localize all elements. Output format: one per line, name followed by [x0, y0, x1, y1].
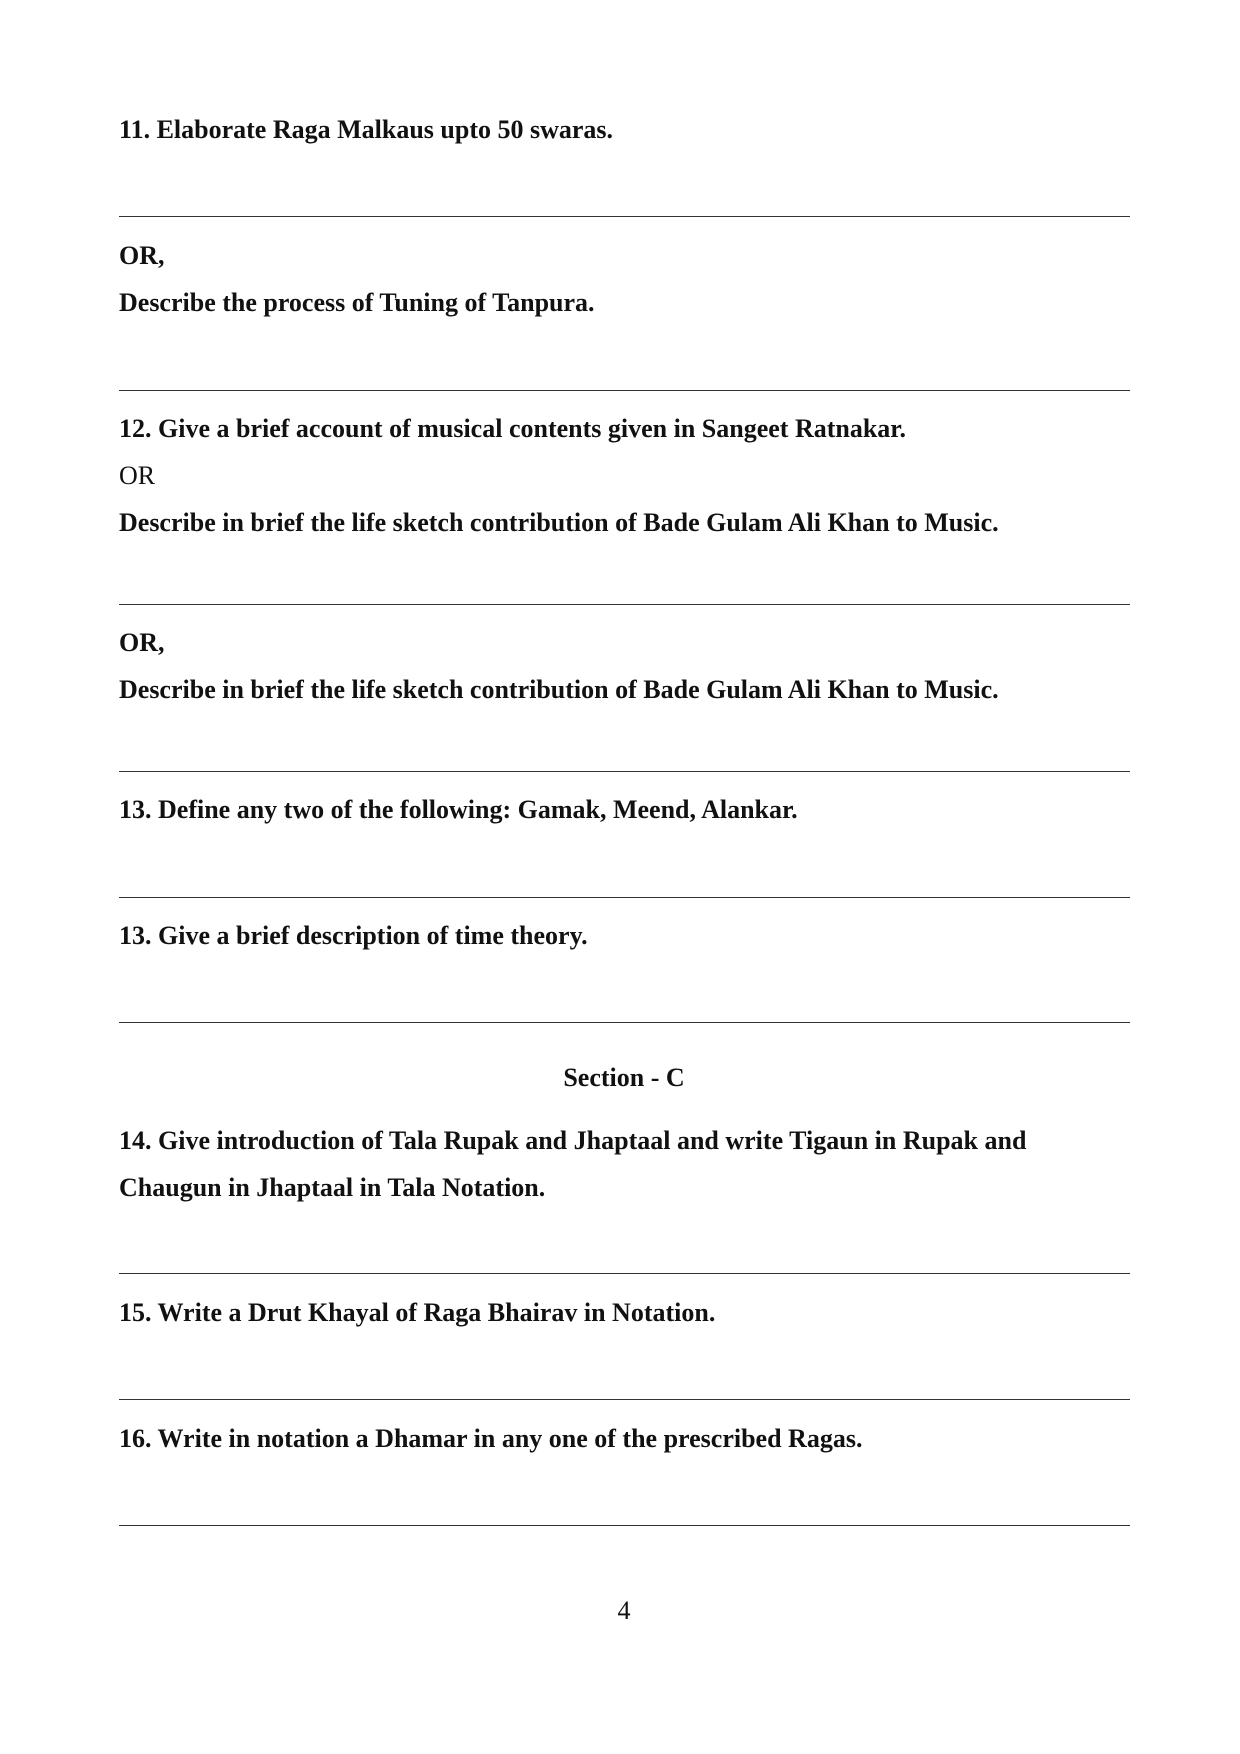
- divider: [119, 897, 1130, 898]
- question-12-alternative-2: Describe in brief the life sketch contribution of Bade Gulam Ali Khan to Music.: [119, 675, 999, 704]
- question-16: 16. Write in notation a Dhamar in any one of the prescribed Ragas.: [119, 1424, 863, 1453]
- question-12-alternative: Describe in brief the life sketch contribution of Bade Gulam Ali Khan to Music.: [119, 508, 999, 537]
- question-13a: 13. Define any two of the following: Gamak, Meend, Alankar.: [119, 795, 798, 824]
- question-13b: 13. Give a brief description of time theory.: [119, 921, 588, 950]
- question-12: 12. Give a brief account of musical contents given in Sangeet Ratnakar.: [119, 414, 906, 443]
- divider: [119, 604, 1130, 605]
- divider: [119, 216, 1130, 217]
- section-heading: Section - C: [563, 1063, 685, 1092]
- question-14-line-2: Chaugun in Jhaptaal in Tala Notation.: [119, 1173, 546, 1202]
- or-label: OR,: [119, 628, 165, 657]
- divider: [119, 1399, 1130, 1400]
- divider: [119, 1022, 1130, 1023]
- or-label: OR: [119, 461, 156, 490]
- page-number: 4: [617, 1596, 631, 1625]
- question-11-alternative: Describe the process of Tuning of Tanpura.: [119, 288, 595, 317]
- divider: [119, 1525, 1130, 1526]
- or-label: OR,: [119, 241, 165, 270]
- divider: [119, 390, 1130, 391]
- question-15: 15. Write a Drut Khayal of Raga Bhairav in Notation.: [119, 1298, 716, 1327]
- divider: [119, 771, 1130, 772]
- divider: [119, 1273, 1130, 1274]
- question-11: 11. Elaborate Raga Malkaus upto 50 swaras.: [119, 115, 614, 144]
- question-14-line-1: 14. Give introduction of Tala Rupak and Jhaptaal and write Tigaun in Rupak and: [119, 1126, 1027, 1155]
